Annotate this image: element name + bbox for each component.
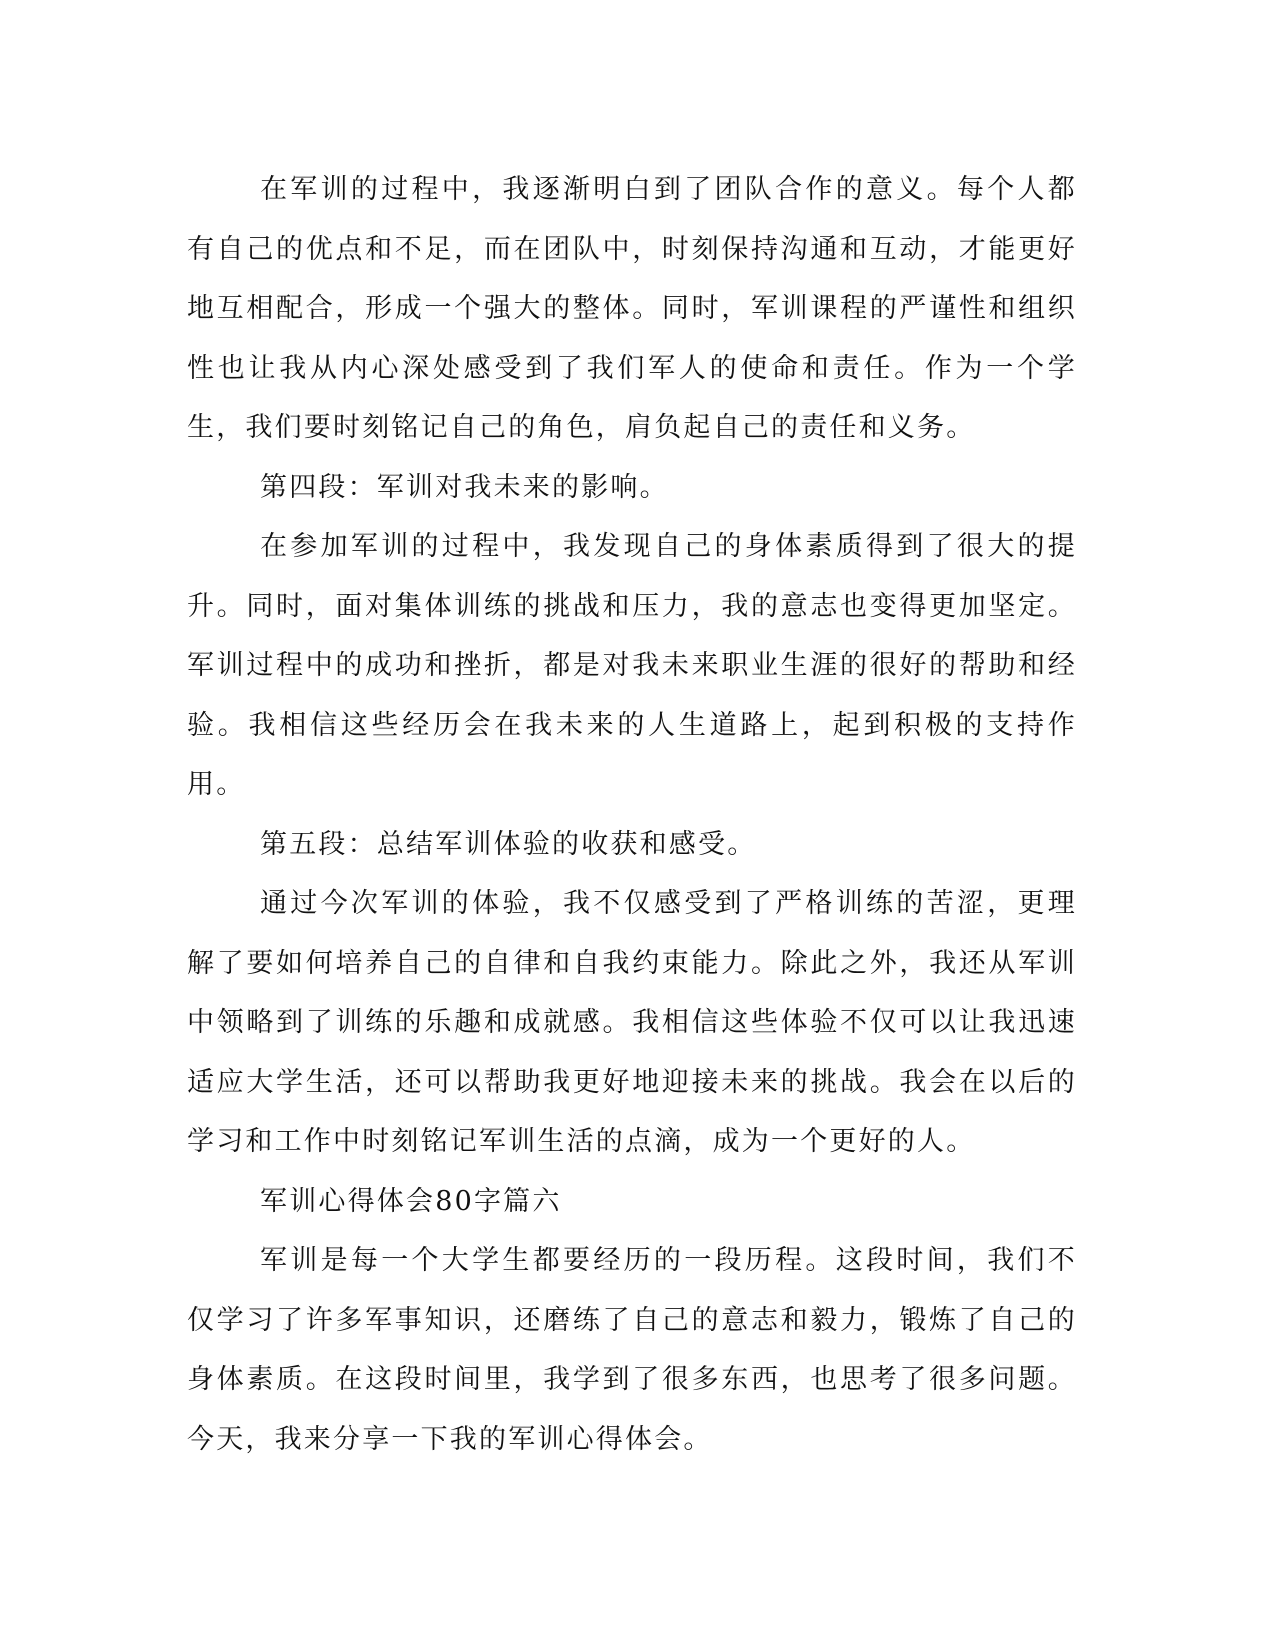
paragraph-intro-6: 军训是每一个大学生都要经历的一段历程。这段时间，我们不仅学习了许多军事知识，还磨练了自己的意志和毅力，锻炼了自己的身体素质。在这段时间里，我学到了很多东西，也思考了很多问题。今天，我来分享一下我的军训心得体会。 [187, 1245, 1077, 1455]
paragraph-future-impact: 在参加军训的过程中，我发现自己的身体素质得到了很大的提升。同时，面对集体训练的挑战和压力，我的意志也变得更加坚定。军训过程中的成功和挫折，都是对我未来职业生涯的很好的帮助和经验。我相信这些经历会在我未来的人生道路上，起到积极的支持作用。 [187, 531, 1077, 800]
section-heading-5: 第五段：总结军训体验的收获和感受。 [260, 828, 757, 860]
document-body [187, 160, 1077, 1469]
article-title-6: 军训心得体会80字篇六 [260, 1185, 562, 1217]
paragraph-teamwork: 在军训的过程中，我逐渐明白到了团队合作的意义。每个人都有自己的优点和不足，而在团队中，时刻保持沟通和互动，才能更好地互相配合，形成一个强大的整体。同时，军训课程的严谨性和组织性也让我从内心深处感受到了我们军人的使命和责任。作为一个学生，我们要时刻铭记自己的角色，肩负起自己的责任和义务。 [187, 174, 1077, 443]
section-heading-4: 第四段：军训对我未来的影响。 [260, 471, 669, 503]
paragraph-summary: 通过今次军训的体验，我不仅感受到了严格训练的苦涩，更理解了要如何培养自己的自律和自我约束能力。除此之外，我还从军训中领略到了训练的乐趣和成就感。我相信这些体验不仅可以让我迅速适应大学生活，还可以帮助我更好地迎接未来的挑战。我会在以后的学习和工作中时刻铭记军训生活的点滴，成为一个更好的人。 [187, 888, 1077, 1157]
